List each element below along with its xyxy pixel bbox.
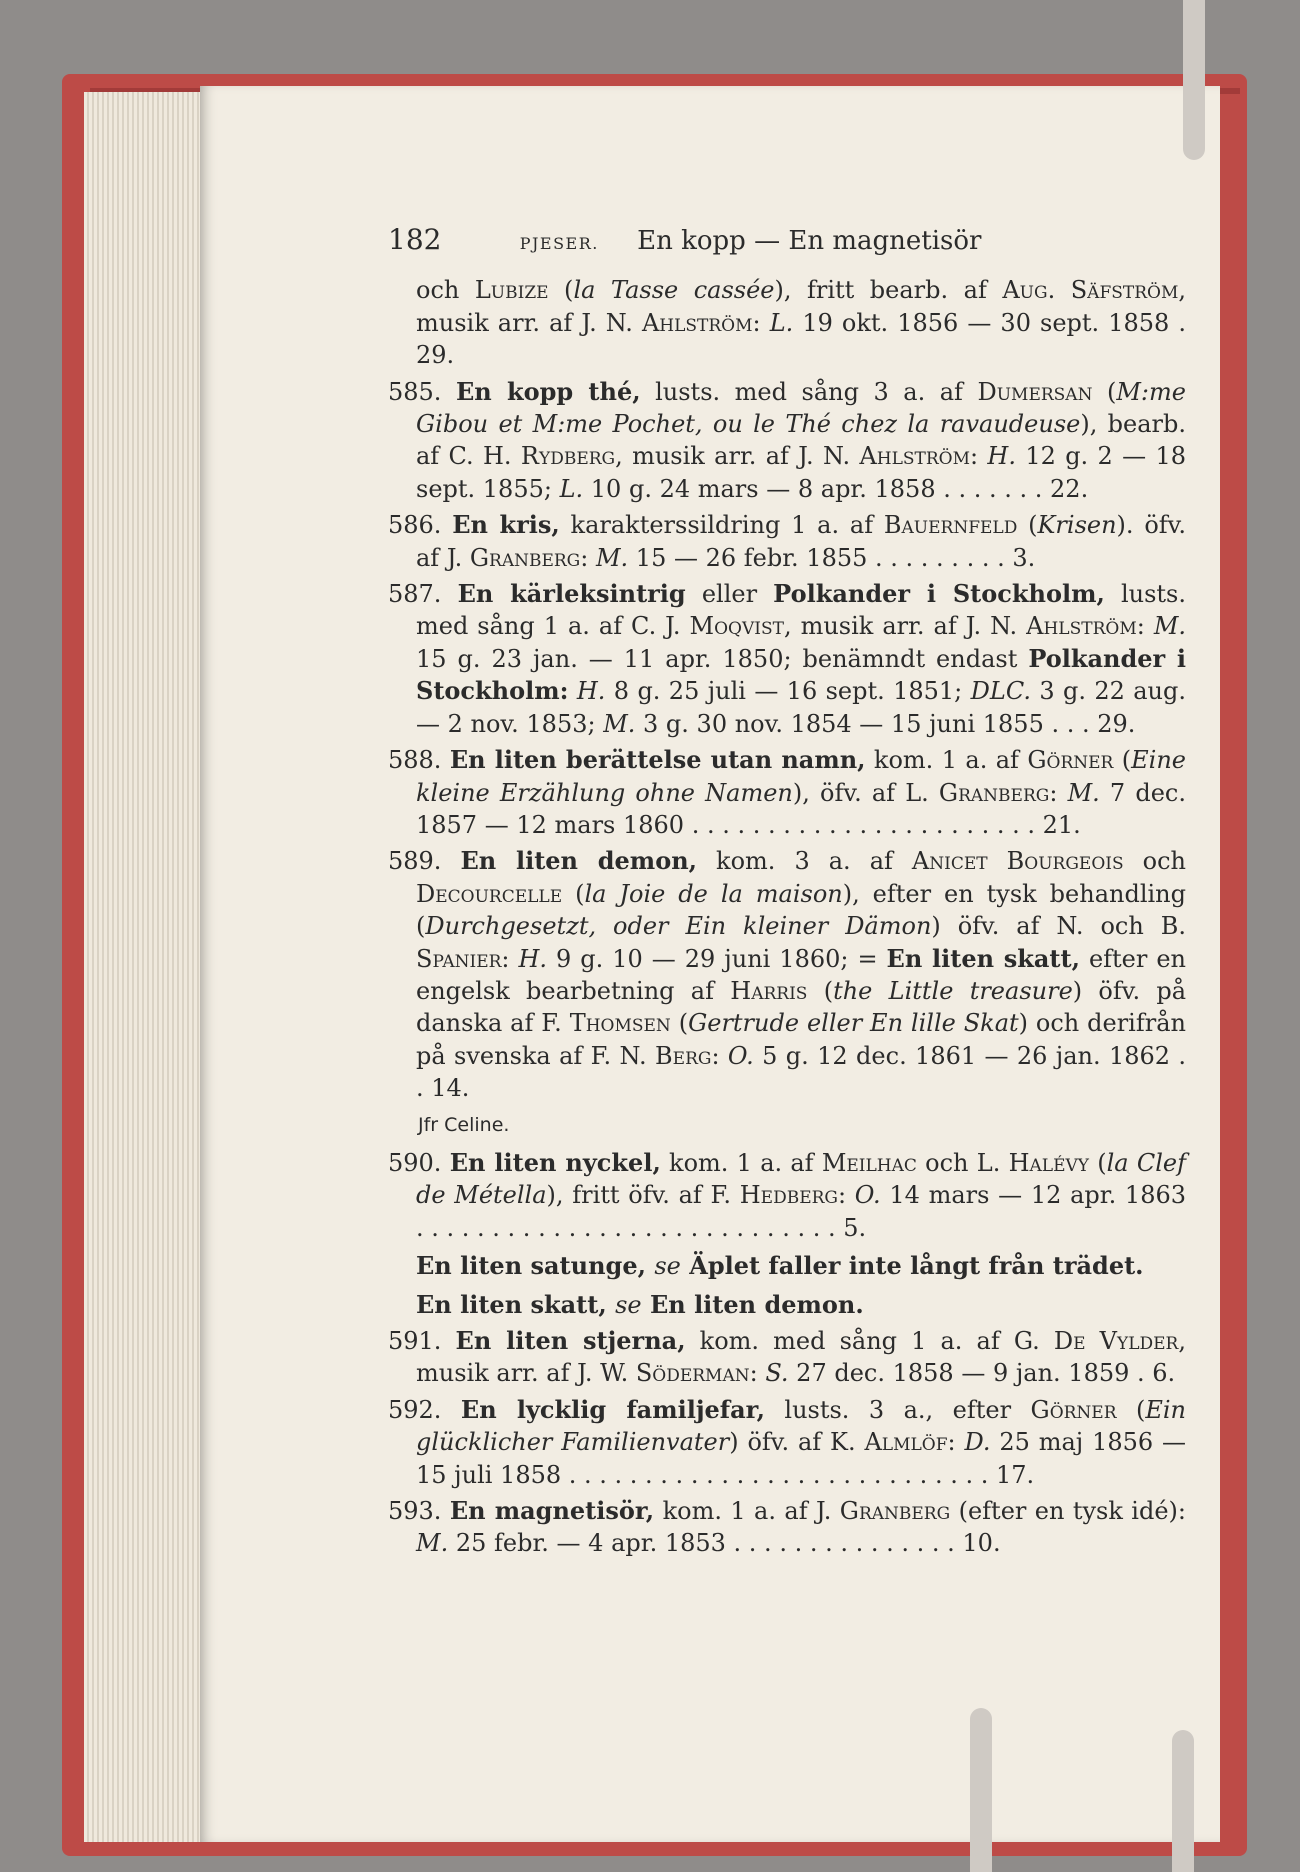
running-header <box>388 224 1186 260</box>
entry-585: 585. En kopp thé, lusts. med sång 3 a. af Dumersan (M:me Gibou et M:me Pochet, ou le Thé chez la ravaudeuse), bearb. af C. H. Rydberg, musik arr. af J. N. Ahlström: H. 12 g. 2 — 18 sept. 1855; L. 10 g. 24 mars — 8 apr. 1858 . . . . . . . 22. <box>388 376 1187 503</box>
entry-590: 590. En liten nyckel, kom. 1 a. af Meilhac och L. Halévy (la Clef de Métella), fritt öfv. af F. Hedberg: O. 14 mars — 12 apr. 1863 . . . . . . . . . . . . . . . . . . . . . . . . . . . . 5. <box>388 1147 1186 1242</box>
bookmark-ribbon-top <box>1183 0 1205 160</box>
entry-587: 587. En kärleksintrig eller Polkander i Stockholm, lusts. med sång 1 a. af C. J. Moqvist, musik arr. af J. N. Ahlström: M. 15 g. 23 jan. — 11 apr. 1850; benämndt endast Polkander i Stockholm: H. 8 g. 25 juli — 16 sept. 1851; DLC. 3 g. 22 aug. — 2 nov. 1853; M. 3 g. 30 nov. 1854 — 15 juni 1855 . . . 29. <box>388 579 1187 738</box>
entry-continuation: och Lubize (la Tasse cassée), fritt bearb. af Aug. Säfström, musik arr. af J. N. Ahlström: L. 19 okt. 1856 — 30 sept. 1858 . 29. <box>416 276 1187 370</box>
page-content <box>388 224 1186 1564</box>
entry-589-note: Jfr Celine. <box>418 1113 510 1136</box>
entry-592: 592. En lycklig familjefar, lusts. 3 a., efter Görner (Ein glücklicher Familienvater) öfv. af K. Almlöf: D. 25 maj 1856 — 15 juli 1858 . . . . . . . . . . . . . . . . . . . . . . . . . . . . 17. <box>388 1394 1187 1489</box>
cross-reference-satunge: En liten satunge, se Äplet faller inte långt från trädet. <box>416 1251 1144 1281</box>
entry-588: 588. En liten berättelse utan namn, kom. 1 a. af Görner (Eine kleine Erzählung ohne Namen), öfv. af L. Granberg: M. 7 dec. 1857 — 12 mars 1860 . . . . . . . . . . . . . . . . . . . . . . . 21. <box>388 745 1186 839</box>
running-title: En kopp — En magnetisör <box>637 226 982 256</box>
entry-591: 591. En liten stjerna, kom. med sång 1 a. af G. De Vylder, musik arr. af J. W. Söderman: S. 27 dec. 1858 — 9 jan. 1859 . 6. <box>388 1326 1186 1388</box>
entry-589: 589. En liten demon, kom. 3 a. af Anicet Bourgeois och Decourcelle (la Joie de la maison), efter en tysk behandling (Durchgesetzt, oder Ein kleiner Dämon) öfv. af N. och B. Spanier: H. 9 g. 10 — 29 juni 1860; = En liten skatt, efter en engelsk bearbetning af Harris (the Little treasure) öfv. på danska af F. Thomsen (Gertrude eller En lille Skat) och derifrån på svenska af F. N. Berg: O. 5 g. 12 dec. 1861 — 26 jan. 1862 . . 14. <box>388 846 1187 1103</box>
cross-reference-skatt: En liten skatt, se En liten demon. <box>416 1289 864 1319</box>
entry-586: 586. En kris, karakterssildring 1 a. af Bauernfeld (Krisen). öfv. af J. Granberg: M. 15 — 26 febr. 1855 . . . . . . . . . 3. <box>388 510 1186 572</box>
bookmark-ribbon-bottom <box>970 1708 992 1872</box>
section-label: PJESER. <box>519 234 599 253</box>
entry-593: 593. En magnetisör, kom. 1 a. af J. Granberg (efter en tysk idé): M. 25 febr. — 4 apr. 1853 . . . . . . . . . . . . . . . 10. <box>388 1496 1187 1558</box>
page-number: 182 <box>388 223 442 256</box>
bookmark-ribbon-bottom-right <box>1172 1730 1194 1872</box>
